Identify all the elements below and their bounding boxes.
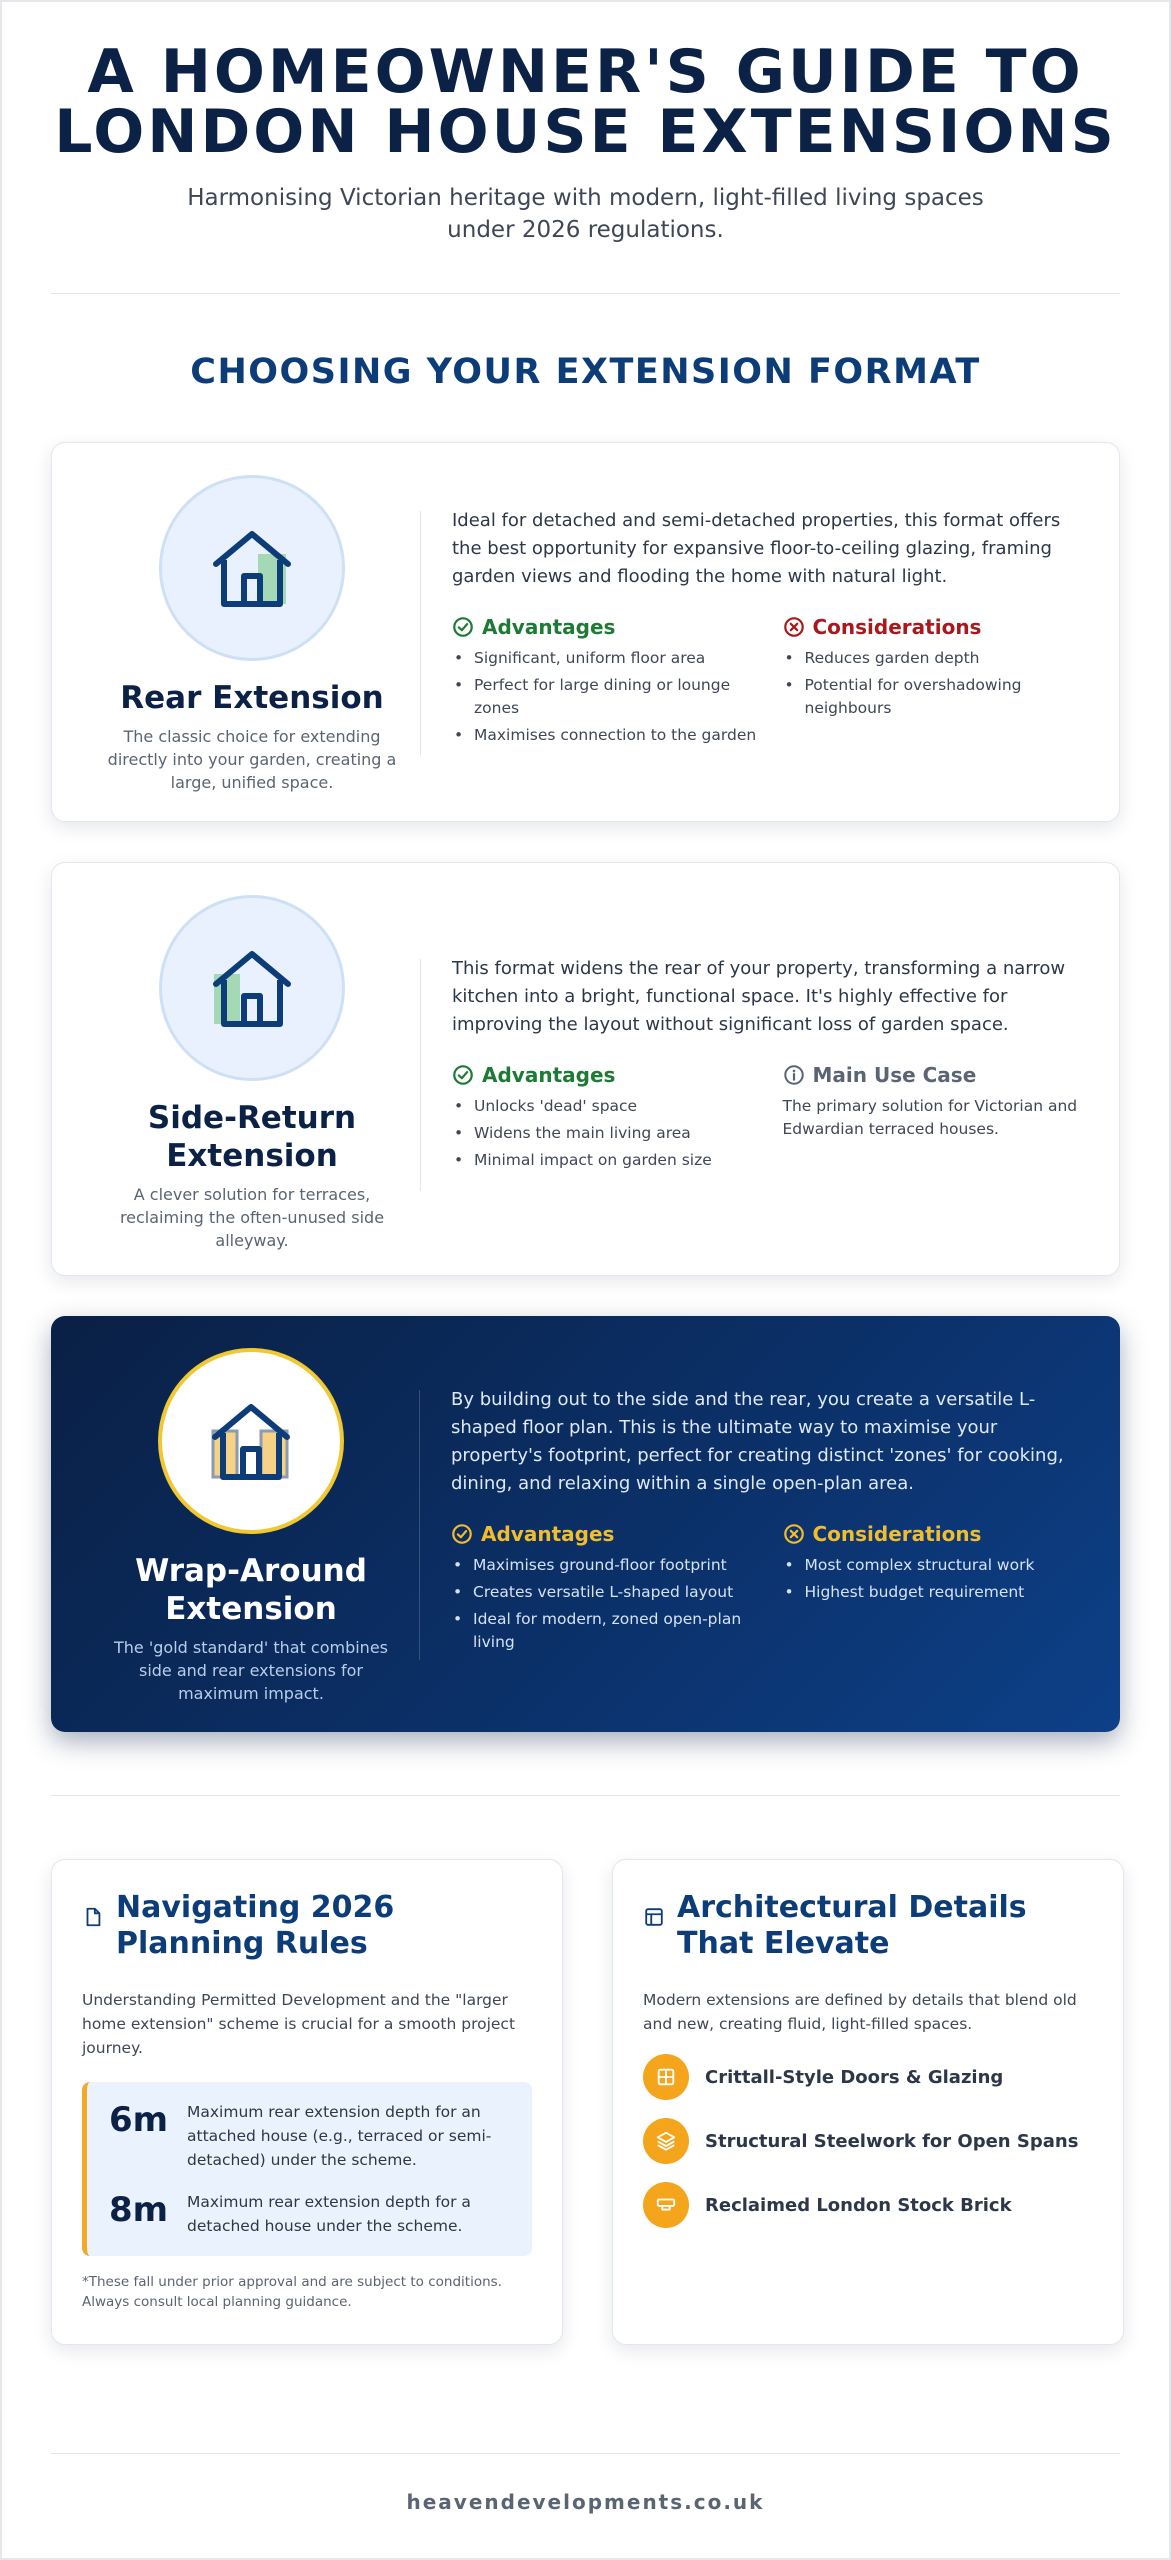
wrap-around-icon-circle — [158, 1348, 344, 1534]
stat-value: 8m — [109, 2190, 169, 2230]
advantages-column — [451, 1522, 759, 1658]
considerations-list — [783, 1554, 1091, 1604]
list-item: • Minimal impact on garden size — [452, 1149, 759, 1172]
side-return-details — [452, 955, 1089, 1176]
considerations-list — [783, 647, 1090, 720]
detail-item-label: Reclaimed London Stock Brick — [705, 2194, 1012, 2216]
house-rear-extension-icon — [204, 520, 300, 616]
stat-row — [109, 2100, 512, 2172]
considerations-column — [783, 615, 1090, 751]
list-item: • Maximises connection to the garden — [452, 724, 759, 747]
page-title-line-1: A HOMEOWNER'S GUIDE TO — [87, 37, 1084, 107]
page-title-line-2: LONDON HOUSE EXTENSIONS — [54, 97, 1117, 167]
wrap-around-description: By building out to the side and the rear, you create a versatile L-shaped floor plan. This is the ultimate way to maximise your property's footprint, perfect for creating distinct 'zones' for cooking, dining, and relaxing within a single open-plan area. — [451, 1389, 1064, 1494]
planning-stats — [82, 2082, 532, 2256]
side-return-summary — [92, 895, 412, 1252]
list-item: • Maximises ground-floor footprint — [451, 1554, 759, 1577]
card-divider — [420, 959, 421, 1191]
wrap-around-columns — [451, 1522, 1090, 1658]
rear-extension-columns — [452, 615, 1089, 751]
check-circle-icon — [452, 616, 474, 638]
side-return-description: This format widens the rear of your property, transforming a narrow kitchen into a bright, functional space. It's highly effective for improving the layout without significant loss of garden space. — [452, 958, 1066, 1035]
wrap-around-extension-card — [51, 1316, 1120, 1732]
advantages-heading — [451, 1522, 759, 1546]
advantages-column — [452, 1063, 759, 1176]
house-side-return-icon — [204, 940, 300, 1036]
page-title — [51, 37, 1120, 167]
footer-website: heavendevelopments.co.uk — [406, 2490, 765, 2514]
main-use-case-heading — [783, 1063, 1090, 1087]
advantages-heading — [452, 615, 759, 639]
advantages-heading-label: Advantages — [482, 1063, 616, 1087]
planning-rules-intro: Understanding Permitted Development and the "larger home extension" scheme is crucial for a smooth project journey. — [82, 1991, 516, 2057]
list-item: • Perfect for large dining or lounge zones — [452, 674, 759, 720]
planning-footnote: *These fall under prior approval and are subject to conditions. Always consult local planning guidance. — [82, 2274, 502, 2310]
rear-extension-details — [452, 507, 1089, 751]
wrap-around-name: Wrap-Around Extension — [135, 1553, 367, 1627]
side-return-icon-circle — [159, 895, 345, 1081]
formats-section-title: CHOOSING YOUR EXTENSION FORMAT — [190, 352, 981, 392]
rear-extension-summary-text: The classic choice for extending directly into your garden, creating a large, unified space. — [107, 727, 397, 792]
wrap-around-summary — [91, 1348, 411, 1705]
brick-icon — [643, 2182, 689, 2228]
list-item: • Potential for overshadowing neighbours — [783, 674, 1090, 720]
architectural-details-title: Architectural Details That Elevate — [677, 1890, 1027, 1961]
architectural-details-intro: Modern extensions are defined by details that blend old and new, creating fluid, light-filled spaces. — [643, 1991, 1077, 2033]
check-circle-icon — [452, 1064, 474, 1086]
wrap-around-summary-text: The 'gold standard' that combines side and rear extensions for maximum impact. — [114, 1638, 388, 1703]
advantages-heading — [452, 1063, 759, 1087]
rear-extension-description: Ideal for detached and semi-detached properties, this format offers the best opportunity for expansive floor-to-ceiling glazing, framing garden views and flooding the home with natural light. — [452, 510, 1061, 587]
side-return-name: Side-Return Extension — [147, 1100, 357, 1174]
window-grid-icon — [643, 2054, 689, 2100]
rear-extension-card — [51, 442, 1120, 822]
planning-rules-card — [51, 1859, 563, 2345]
list-item: • Reduces garden depth — [783, 647, 1090, 670]
advantages-heading-label: Advantages — [482, 615, 616, 639]
advantages-list — [451, 1554, 759, 1654]
header-divider — [51, 293, 1120, 294]
main-use-case-heading-label: Main Use Case — [812, 1063, 977, 1087]
list-item: • Widens the main living area — [452, 1122, 759, 1145]
advantages-heading-label: Advantages — [481, 1522, 615, 1546]
layout-icon — [643, 1906, 665, 1928]
layers-icon — [643, 2118, 689, 2164]
detail-item-label: Crittall-Style Doors & Glazing — [705, 2066, 1004, 2088]
considerations-heading — [783, 1522, 1091, 1546]
considerations-heading-label: Considerations — [812, 1522, 982, 1546]
footer-divider — [51, 2453, 1120, 2454]
check-circle-icon — [451, 1523, 473, 1545]
list-item: • Highest budget requirement — [783, 1581, 1091, 1604]
side-return-extension-card — [51, 862, 1120, 1276]
considerations-column — [783, 1522, 1091, 1658]
planning-rules-title: Navigating 2026 Planning Rules — [116, 1890, 395, 1961]
side-return-summary-text: A clever solution for terraces, reclaiming the often-unused side alleyway. — [119, 1185, 385, 1250]
list-item: • Significant, uniform floor area — [452, 647, 759, 670]
card-divider — [420, 511, 421, 755]
architectural-details-card — [612, 1859, 1124, 2345]
info-circle-icon — [783, 1064, 805, 1086]
rear-extension-name: Rear Extension — [120, 680, 384, 716]
detail-item — [643, 2118, 1093, 2164]
rear-extension-icon-circle — [159, 475, 345, 661]
side-return-columns — [452, 1063, 1089, 1176]
stat-row — [109, 2190, 512, 2238]
list-item: • Unlocks 'dead' space — [452, 1095, 759, 1118]
section-divider — [51, 1795, 1120, 1796]
house-wrap-around-icon — [203, 1393, 299, 1489]
list-item: • Most complex structural work — [783, 1554, 1091, 1577]
advantages-column — [452, 615, 759, 751]
page-subtitle: Harmonising Victorian heritage with modern, light-filled living spaces under 2026 regulations. — [187, 185, 984, 243]
main-use-case-text: The primary solution for Victorian and Edwardian terraced houses. — [782, 1097, 1078, 1138]
considerations-heading-label: Considerations — [812, 615, 982, 639]
advantages-list — [452, 647, 759, 747]
stat-description: Maximum rear extension depth for a detached house under the scheme. — [187, 2193, 471, 2235]
detail-item-label: Structural Steelwork for Open Spans — [705, 2130, 1079, 2152]
stat-description: Maximum rear extension depth for an attached house (e.g., terraced or semi-detached) under the scheme. — [187, 2103, 492, 2169]
rear-extension-summary — [92, 475, 412, 794]
list-item: • Ideal for modern, zoned open-plan living — [451, 1608, 759, 1654]
x-circle-icon — [783, 616, 805, 638]
main-use-case-column — [783, 1063, 1090, 1176]
x-circle-icon — [783, 1523, 805, 1545]
considerations-heading — [783, 615, 1090, 639]
document-icon — [82, 1906, 104, 1928]
advantages-list — [452, 1095, 759, 1172]
detail-item — [643, 2182, 1093, 2228]
wrap-around-details — [451, 1386, 1090, 1658]
list-item: • Creates versatile L-shaped layout — [451, 1581, 759, 1604]
stat-value: 6m — [109, 2100, 169, 2140]
architectural-details-header — [643, 1890, 1093, 1962]
card-divider — [419, 1390, 420, 1660]
detail-item — [643, 2054, 1093, 2100]
planning-rules-header — [82, 1890, 532, 1962]
